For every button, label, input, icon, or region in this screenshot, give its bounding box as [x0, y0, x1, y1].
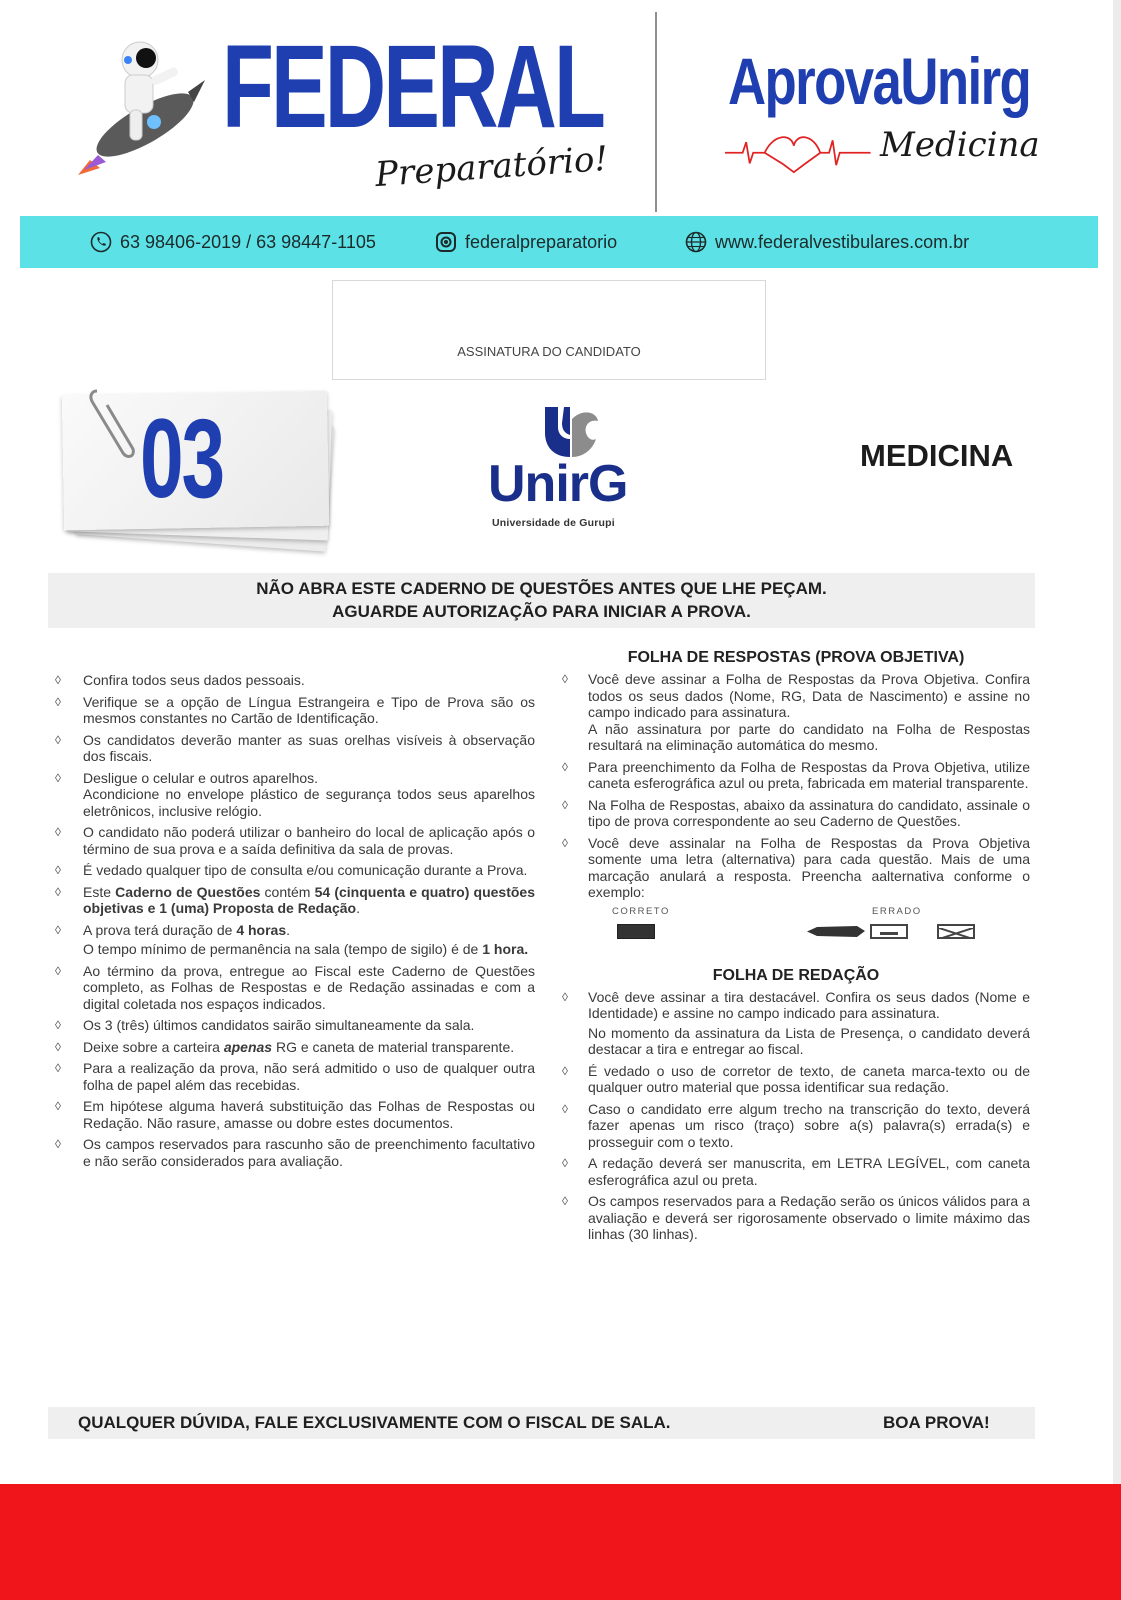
instruction-item	[562, 671, 1030, 754]
instruction-item	[562, 797, 1030, 830]
text-bold: Caderno de Questões	[115, 883, 261, 900]
contact-phone[interactable]	[90, 216, 376, 268]
bullet-icon: ◊	[55, 1039, 61, 1054]
instruction-text: Caso o candidato erre algum trecho na transcrição do texto, deverá fazer apenas um risco (traço) sobre a(s) palavra(s) errada(s) e prosseguir com o texto.	[588, 1100, 1030, 1150]
text-bold: 54 (cinquenta e quatro) questões objetivas e 1 (uma) Proposta de Redação	[83, 883, 536, 916]
instruction-text: Ao término da prova, entregue ao Fiscal este Caderno de Questões completo, as Folhas de Respostas e de Redação assinadas e com a digital coletada nos espaços indicados.	[83, 962, 535, 1012]
paperclip-icon	[85, 383, 145, 473]
footer-note: QUALQUER DÚVIDA, FALE EXCLUSIVAMENTE COM O FISCAL DE SALA.	[78, 1413, 671, 1432]
instruction-item	[55, 1060, 535, 1093]
correct-label: CORRETO	[612, 905, 670, 917]
instruction-item	[562, 835, 1030, 901]
instruction-text: Os 3 (três) últimos candidatos sairão simultaneamente da sala.	[83, 1017, 475, 1033]
text-fragment: O tempo mínimo de permanência na sala (tempo de sigilo) é de	[83, 941, 483, 957]
instruction-text: O candidato não poderá utilizar o banheiro do local de aplicação após o término de sua prova e a saída definitiva da sala de provas.	[83, 824, 535, 857]
warning-line-1: NÃO ABRA ESTE CADERNO DE QUESTÕES ANTES QUE LHE PEÇAM.	[256, 579, 827, 598]
wrong-mark-partial-icon	[870, 924, 908, 939]
essay-section-title: FOLHA DE REDAÇÃO	[712, 966, 880, 984]
federal-logo-subtitle: Preparatório!	[373, 138, 610, 196]
bullet-icon: ◊	[55, 863, 61, 877]
contact-instagram-text: federalpreparatorio	[465, 231, 618, 252]
instruction-text	[83, 941, 535, 958]
correct-mark-example	[617, 924, 655, 939]
unirg-logo	[480, 400, 660, 535]
phone-icon	[90, 231, 112, 253]
instruction-item	[55, 884, 535, 917]
instruction-text	[83, 884, 535, 917]
instruction-item	[562, 1101, 1030, 1151]
instruction-item	[562, 1193, 1030, 1243]
instruction-text: Na Folha de Respostas, abaixo da assinatura do candidato, assinale o tipo de prova correspondente ao seu Caderno de Questões.	[588, 796, 1030, 829]
answers-section-title: FOLHA DE RESPOSTAS (PROVA OBJETIVA)	[627, 649, 965, 666]
unirg-wordmark: UnirG	[488, 455, 628, 513]
instruction-text: Você deve assinar a tira destacável. Confira os seus dados (Nome e Identidade) e assine no campo indicado para assinatura.	[588, 988, 1030, 1021]
bullet-icon: ◊	[562, 1156, 568, 1170]
contact-phone-text: 63 98406-2019 / 63 98447-1105	[120, 231, 376, 252]
bullet-icon: ◊	[55, 1137, 61, 1151]
bullet-icon: ◊	[562, 835, 568, 850]
unirg-fullname: Universidade de Gurupi	[492, 517, 615, 529]
instruction-item	[562, 1063, 1030, 1096]
instruction-text	[83, 1039, 535, 1056]
instruction-text: Para preenchimento da Folha de Respostas da Prova Objetiva, utilize caneta esferográfica azul ou preta, fabricada em material transparente.	[588, 758, 1030, 791]
instruction-item	[55, 672, 535, 689]
instruction-text: Confira todos seus dados pessoais.	[83, 672, 305, 688]
instruction-item	[55, 963, 535, 1013]
header	[0, 0, 1121, 215]
exam-number: 03	[140, 396, 224, 521]
bullet-icon: ◊	[55, 1099, 61, 1113]
bullet-icon: ◊	[562, 1101, 568, 1116]
instruction-text: É vedado o uso de corretor de texto, de caneta marca-texto ou de qualquer outro material que possa identificar sua redação.	[588, 1062, 1030, 1095]
instruction-text: A não assinatura por parte do candidato na Folha de Respostas resultará na eliminação automática do mesmo.	[588, 720, 1030, 753]
instruction-item	[55, 1039, 535, 1056]
bullet-icon: ◊	[562, 1063, 568, 1078]
text-fragment: contém	[260, 883, 315, 900]
instruction-text: Os campos reservados para a Redação serão os únicos válidos para a avaliação e deverá ser rigorosamente observado o limite máximo das linhas (30 linhas).	[588, 1193, 1030, 1242]
header-divider	[655, 12, 657, 212]
bullet-icon: ◊	[55, 673, 61, 687]
text-fragment: Este	[83, 883, 116, 900]
page-edge	[1113, 0, 1121, 1484]
wrong-mark-overflow-icon	[807, 924, 867, 939]
footer-greeting: BOA PROVA!	[883, 1413, 990, 1432]
text-fragment: .	[286, 921, 291, 938]
bullet-icon: ◊	[562, 1194, 568, 1208]
bullet-icon: ◊	[55, 825, 61, 839]
instruction-item	[55, 1136, 535, 1169]
footer-red-band	[0, 1484, 1121, 1600]
general-instructions	[55, 672, 535, 1174]
bullet-icon: ◊	[55, 963, 61, 978]
instruction-text: Você deve assinar a Folha de Respostas da Prova Objetiva. Confira todos os seus dados (Nome, RG, Data de Nascimento) e assine no campo indicado para assinatura.	[588, 671, 1030, 720]
instruction-item	[55, 824, 535, 857]
answer-and-essay-instructions	[562, 648, 1030, 1248]
instruction-text: Verifique se a opção de Língua Estrangeira e Tipo de Prova são os mesmos constantes no Cartão de Identificação.	[83, 693, 535, 726]
text-fragment: Deixe sobre a carteira	[83, 1038, 224, 1055]
warning-line-2: AGUARDE AUTORIZAÇÃO PARA INICIAR A PROVA.	[332, 602, 751, 621]
instruction-item	[55, 732, 535, 765]
instruction-item	[55, 1017, 535, 1034]
bullet-icon: ◊	[55, 770, 61, 785]
candidate-signature-field[interactable]	[332, 280, 766, 380]
instruction-text: Acondicione no envelope plástico de segurança todos seus aparelhos eletrônicos, inclusive relógio.	[83, 786, 535, 819]
footer-banner	[48, 1407, 1035, 1439]
instruction-item	[55, 862, 535, 879]
exam-number-card	[55, 388, 345, 553]
contact-website[interactable]	[685, 216, 969, 268]
text-bold: 1 hora.	[482, 941, 529, 957]
wrong-mark-cross-icon	[937, 924, 975, 939]
bullet-icon: ◊	[562, 797, 568, 812]
bullet-icon: ◊	[55, 694, 61, 709]
signature-label: ASSINATURA DO CANDIDATO	[457, 344, 641, 359]
bullet-icon: ◊	[55, 922, 61, 937]
instruction-text: A redação deverá ser manuscrita, em LETRA LEGÍVEL, com caneta esferográfica azul ou preta.	[588, 1155, 1030, 1188]
federal-logo-title: FEDERAL	[222, 21, 604, 153]
instruction-text: No momento da assinatura da Lista de Presença, o candidato deverá destacar a tira e entregar ao fiscal.	[588, 1024, 1030, 1057]
instruction-item	[55, 1098, 535, 1131]
globe-icon	[685, 231, 707, 253]
bullet-icon: ◊	[55, 1061, 61, 1075]
instruction-text: Desligue o celular e outros aparelhos.	[83, 769, 319, 786]
instruction-text: É vedado qualquer tipo de consulta e/ou comunicação durante a Prova.	[83, 862, 528, 878]
instruction-text: Os campos reservados para rascunho são de preenchimento facultativo e não serão considerados para avaliação.	[83, 1136, 535, 1169]
instruction-item	[55, 922, 535, 958]
wrong-label: ERRADO	[872, 905, 922, 917]
instruction-text: Em hipótese alguma haverá substituição das Folhas de Respostas ou Redação. Não rasure, amasse ou dobre estes documentos.	[83, 1098, 535, 1131]
contact-website-text: www.federalvestibulares.com.br	[715, 231, 970, 252]
instruction-item	[562, 1155, 1030, 1188]
bullet-icon: ◊	[562, 989, 568, 1004]
astronaut-rocket-icon	[70, 30, 220, 180]
instruction-text: Os candidatos deverão manter as suas orelhas visíveis à observação dos fiscais.	[83, 731, 535, 764]
instruction-item	[562, 989, 1030, 1058]
instruction-item	[55, 694, 535, 727]
instruction-text	[83, 922, 535, 939]
instruction-item	[562, 759, 1030, 792]
instruction-item	[55, 770, 535, 820]
text-fragment: .	[356, 900, 360, 916]
bullet-icon: ◊	[562, 672, 568, 686]
aprova-logo-title: AprovaUnirg	[728, 44, 1031, 118]
bullet-icon: ◊	[55, 884, 61, 899]
text-fragment: RG e caneta de material transparente.	[272, 1038, 515, 1055]
instagram-icon	[435, 231, 457, 253]
bullet-icon: ◊	[562, 759, 568, 774]
instruction-text: Você deve assinalar na Folha de Respostas da Prova Objetiva somente uma letra (alternativa) para cada questão. Mais de uma marcação anulará a resposta. Preencha aalternativa conforme o exemplo:	[588, 834, 1030, 900]
contact-instagram[interactable]	[435, 216, 617, 268]
warning-banner	[48, 573, 1035, 628]
course-title: MEDICINA	[860, 438, 1014, 473]
contact-bar	[20, 216, 1098, 268]
instruction-text: Para a realização da prova, não será admitido o uso de qualquer outra folha de papel além das recebidas.	[83, 1060, 535, 1093]
text-fragment: A prova terá duração de	[83, 921, 237, 938]
unirg-emblem-icon	[540, 405, 600, 460]
text-bold-italic: apenas	[223, 1038, 273, 1055]
text-bold: 4 horas	[236, 921, 287, 938]
aprova-logo-subtitle: Medicina	[880, 125, 1040, 165]
heartbeat-icon	[725, 124, 875, 178]
bullet-icon: ◊	[55, 732, 61, 747]
marking-example	[562, 906, 1030, 950]
bullet-icon: ◊	[55, 1018, 61, 1032]
